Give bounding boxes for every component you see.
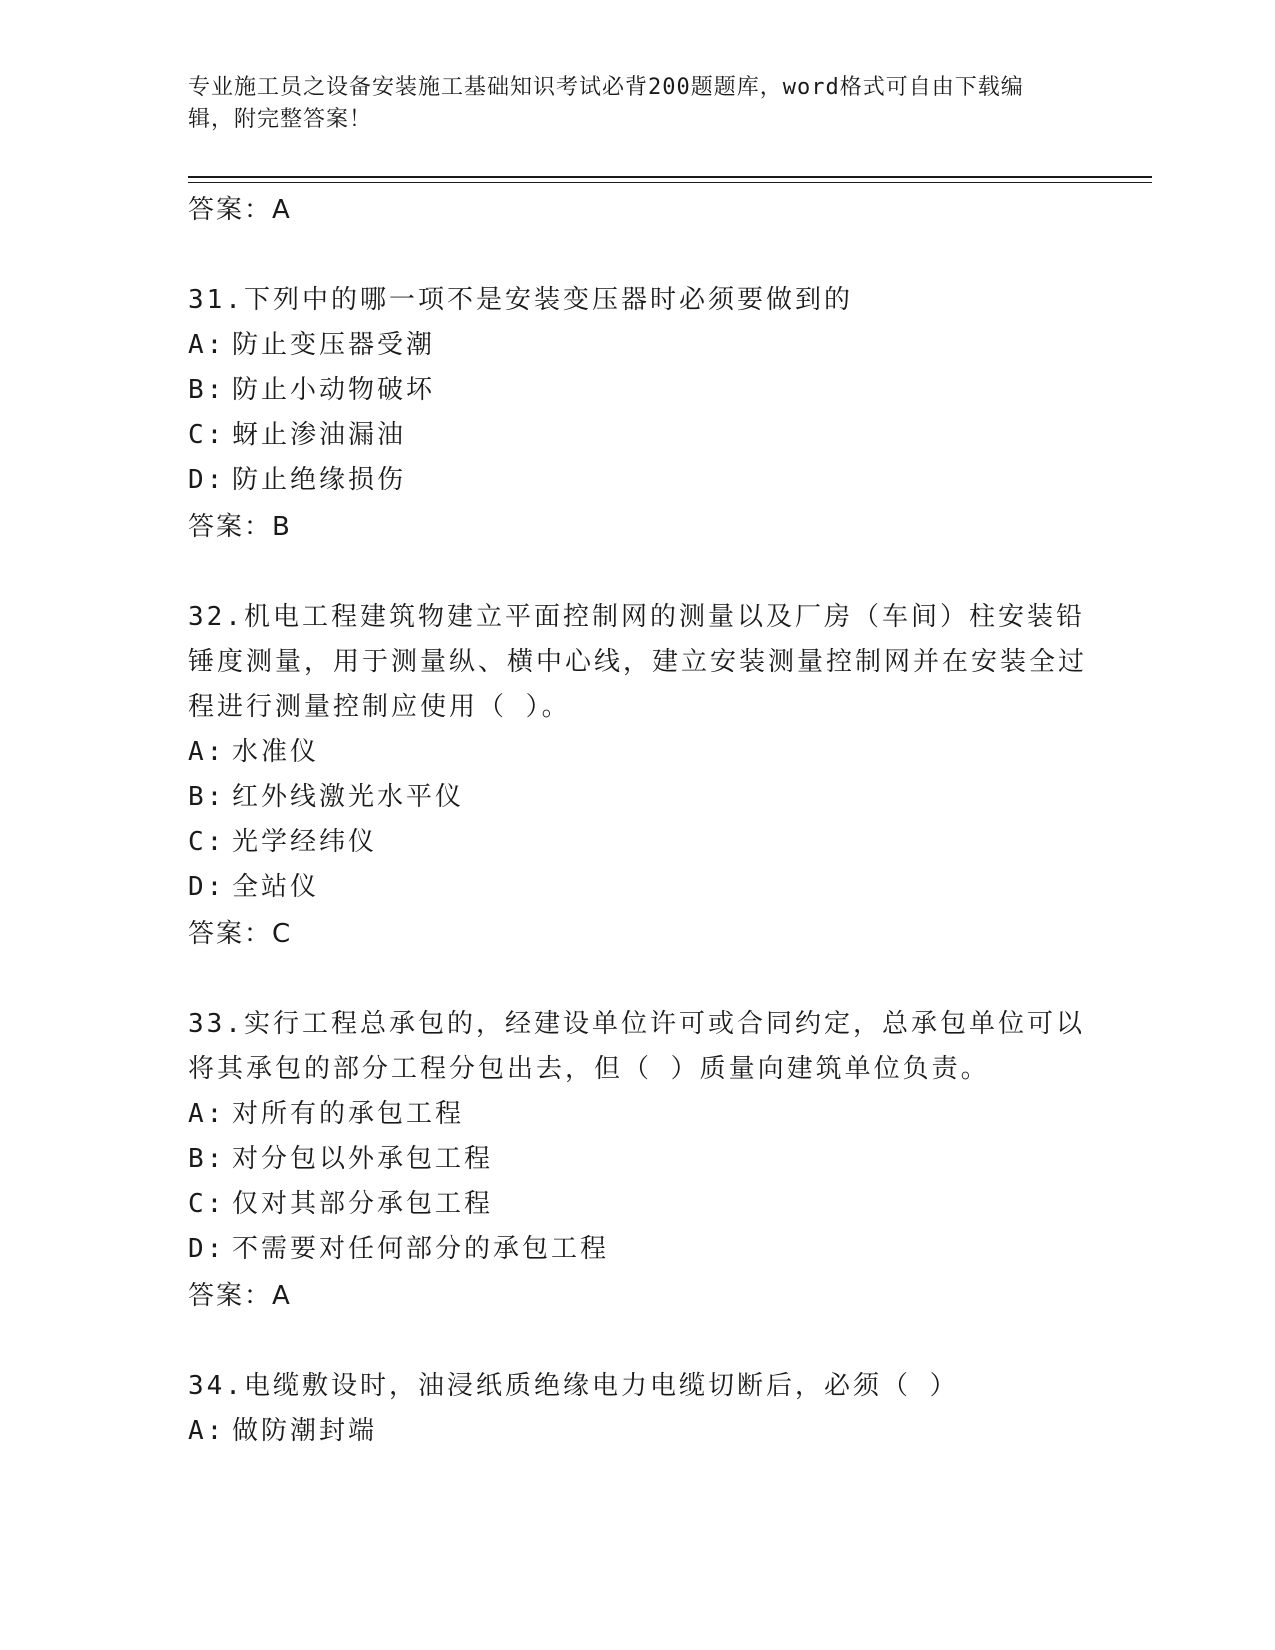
document-header: 专业施工员之设备安装施工基础知识考试必背200题题库，word格式可自由下载编辑，附完整答案！ xyxy=(188,75,1024,132)
option-text: 防止小动物破坏 xyxy=(232,375,436,405)
option-text: 做防潮封端 xyxy=(232,1416,378,1446)
option-text: 蚜止渗油漏油 xyxy=(232,420,407,450)
option-b xyxy=(188,1137,1088,1182)
header-divider-thin xyxy=(188,182,1152,183)
option-letter: A: xyxy=(188,330,226,360)
option-text: 全站仪 xyxy=(232,872,320,902)
answer-line: 答案：A xyxy=(188,195,292,225)
option-c xyxy=(188,413,1088,458)
option-letter: D: xyxy=(188,1234,226,1264)
question-gap xyxy=(188,234,1088,278)
option-letter: B: xyxy=(188,782,226,812)
option-text: 防止绝缘损伤 xyxy=(232,465,407,495)
answer-line: 答案：C xyxy=(188,919,293,949)
answer-line: 答案：B xyxy=(188,512,292,542)
option-a xyxy=(188,1409,1088,1454)
option-text: 对分包以外承包工程 xyxy=(232,1144,494,1174)
option-a xyxy=(188,323,1088,368)
option-letter: C: xyxy=(188,420,226,450)
option-text: 仅对其部分承包工程 xyxy=(232,1189,494,1219)
question-gap xyxy=(188,958,1088,1002)
option-text: 水准仪 xyxy=(232,737,320,767)
header-divider-thick xyxy=(188,176,1152,178)
option-letter: A: xyxy=(188,1099,226,1129)
option-letter: D: xyxy=(188,465,226,495)
question-31 xyxy=(188,278,1088,551)
document-body xyxy=(188,186,1088,1454)
question-gap xyxy=(188,1320,1088,1364)
question-text: 33.实行工程总承包的，经建设单位许可或合同约定，总承包单位可以将其承包的部分工程分包出去，但（ ）质量向建筑单位负责。 xyxy=(188,1009,1085,1084)
option-letter: C: xyxy=(188,827,226,857)
option-c xyxy=(188,820,1088,865)
question-34 xyxy=(188,1364,1088,1454)
option-d xyxy=(188,458,1088,503)
option-d xyxy=(188,1227,1088,1272)
question-gap xyxy=(188,551,1088,595)
option-d xyxy=(188,865,1088,910)
option-letter: C: xyxy=(188,1189,226,1219)
question-text: 34.电缆敷设时，油浸纸质绝缘电力电缆切断后，必须（ ） xyxy=(188,1371,959,1401)
option-text: 对所有的承包工程 xyxy=(232,1099,465,1129)
option-a xyxy=(188,730,1088,775)
question-text: 32.机电工程建筑物建立平面控制网的测量以及厂房（车间）柱安装铅锤度测量，用于测量纵、横中心线，建立安装测量控制网并在安装全过程进行测量控制应使用（ ）。 xyxy=(188,602,1088,722)
option-letter: B: xyxy=(188,1144,226,1174)
question-33 xyxy=(188,1002,1088,1320)
option-b xyxy=(188,775,1088,820)
question-32 xyxy=(188,595,1088,958)
option-c xyxy=(188,1182,1088,1227)
option-letter: D: xyxy=(188,872,226,902)
answer-line: 答案：A xyxy=(188,1281,292,1311)
option-b xyxy=(188,368,1088,413)
option-text: 红外线激光水平仪 xyxy=(232,782,465,812)
option-text: 光学经纬仪 xyxy=(232,827,378,857)
question-text: 31.下列中的哪一项不是安装变压器时必须要做到的 xyxy=(188,285,853,315)
option-letter: A: xyxy=(188,1416,226,1446)
option-a xyxy=(188,1092,1088,1137)
option-letter: B: xyxy=(188,375,226,405)
option-text: 不需要对任何部分的承包工程 xyxy=(232,1234,610,1264)
option-text: 防止变压器受潮 xyxy=(232,330,436,360)
option-letter: A: xyxy=(188,737,226,767)
